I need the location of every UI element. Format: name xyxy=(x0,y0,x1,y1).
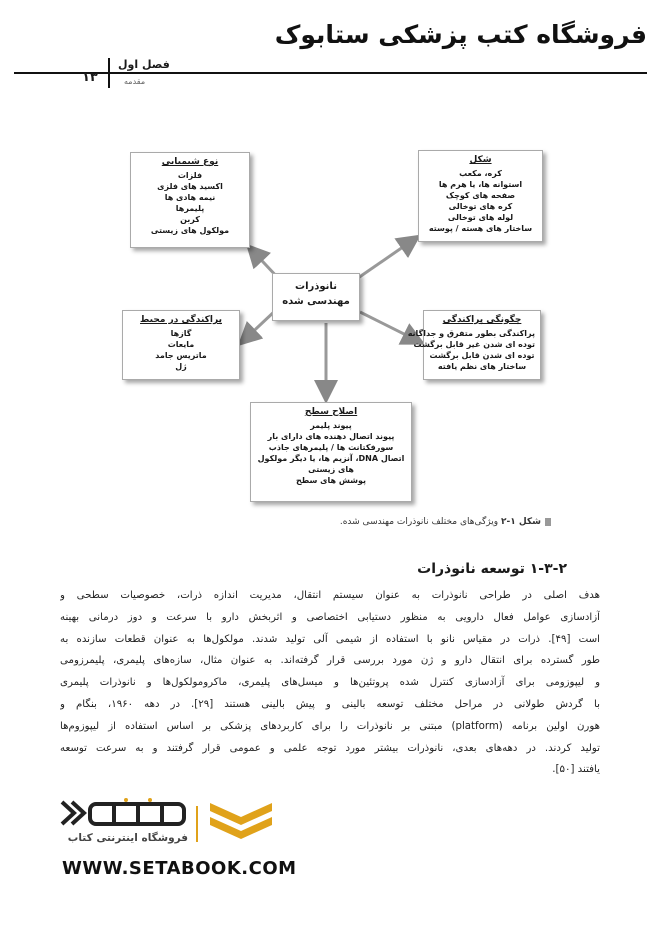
dispersion-box xyxy=(407,310,541,380)
surface-item: اتصال DNA، آنزیم ها، یا دیگر مولکول های زیستی xyxy=(257,454,405,474)
paragraph-line: آزادسازی عوامل فعال دارویی به منظور دستیابی اختصاصی و اثربخش دارو با سرعت و دوز درمانی بهینه xyxy=(60,611,600,623)
surface-item: پوشش های سطح xyxy=(295,476,367,485)
dispersion-item: توده ای شدن غیر قابل برگشت xyxy=(413,340,535,349)
setabook-wordmark-logo xyxy=(58,798,190,828)
environment-item: ماتریس جامد xyxy=(155,351,207,360)
dispersion-item: توده ای شدن قابل برگشت xyxy=(429,351,535,360)
environment-box xyxy=(122,310,240,380)
chemistry-item: مولکول های زیستی xyxy=(150,226,230,235)
environment-item: ژل xyxy=(175,362,187,371)
nanoparticle-figure xyxy=(100,130,560,510)
arrow-to-shape xyxy=(358,238,416,278)
surface-item: پیوند اتصال دهنده های دارای بار xyxy=(267,432,395,441)
logo-divider xyxy=(196,806,198,842)
chemistry-item: اکسید های فلزی xyxy=(157,182,223,191)
caption-label: شکل ۱-۲ xyxy=(500,517,541,527)
chemistry-box xyxy=(130,152,250,248)
environment-title: پراکندگی در محیط xyxy=(140,315,222,325)
center-box xyxy=(272,273,360,321)
surface-box xyxy=(250,402,412,502)
paragraph-line: یافتند [۵۰]. xyxy=(552,764,600,776)
paragraph-line: است [۴۹]. ذرات در مقیاس نانو با استفاده از شیمی آلی تولید شدند. مولکول‌ها به عنوان قطعات سازنده به xyxy=(60,633,600,645)
store-title: فروشگاه کتب پزشکی ستابوک xyxy=(274,20,647,49)
shape-item: کره های توخالی xyxy=(448,202,513,211)
chemistry-item: نیمه هادی ها xyxy=(164,193,216,202)
shape-item: کره، مکعب xyxy=(459,169,502,178)
surface-title: اصلاح سطح xyxy=(304,407,358,417)
environment-item: مایعات xyxy=(167,340,195,349)
section-heading: ۱-۳-۲ توسعه نانوذرات xyxy=(417,561,567,577)
chemistry-item: فلزات xyxy=(177,171,203,180)
body-paragraph xyxy=(60,585,600,781)
figure-caption xyxy=(340,517,551,527)
shape-item: صفحه های کوچک xyxy=(445,191,516,200)
paragraph-line: هورن اولین برنامه (platform) مبتنی بر نانوذرات را برای کاربردهای پزشکی بر اساس استفاده از لیپوزوم‌ها xyxy=(60,720,600,732)
shape-title: شکل xyxy=(469,155,492,165)
dispersion-title: چگونگی پراکندگی xyxy=(442,315,522,325)
setabook-chevron-logo xyxy=(204,797,278,845)
caption-text: ویژگی‌های مختلف نانوذرات مهندسی شده. xyxy=(339,517,499,527)
paragraph-line: و لیپوزومی برای آزادسازی کنترل شده پروتئین‌ها و میسل‌های پلیمری، ماکرومولکول‌ها و نانوذرات پلیمری xyxy=(60,677,600,689)
chemistry-item: پلیمرها xyxy=(175,204,205,213)
shape-item: ساختار های هسته / پوسته xyxy=(428,224,533,233)
paragraph-line: با گردش طولانی در مراحل مختلف توسعه بالینی و پیش بالینی هستند [۲۹]. در دهه ۱۹۶۰، بنگام و xyxy=(60,698,600,710)
environment-item: گازها xyxy=(170,329,192,338)
center-line-1: نانوذرات xyxy=(295,281,337,292)
paragraph-line: هدف اصلی در طراحی نانوذرات به عنوان سیستم انتقال، مدیریت اندازه ذرات، خصوصیات سطحی و xyxy=(60,590,600,601)
website-url: WWW.SETABOOK.COM xyxy=(62,858,297,879)
paragraph-line: تولید کردند. در دهه‌های بعدی، نانوذرات بیشتر مورد توجه علمی و عمومی قرار گرفتند و به سرعت توسعه xyxy=(60,742,600,754)
chemistry-item: کربن xyxy=(180,215,200,224)
shape-item: لوله های توخالی xyxy=(447,213,514,222)
dispersion-item: پراکندگی بطور متفرق و جداگانه xyxy=(407,329,535,338)
paragraph-line: طور گسترده برای انتقال دارو و ژن مورد بررسی قرار گرفته‌اند. به عنوان مثال، سازه‌های پلیمری، پلیمرزومی xyxy=(60,655,600,667)
arrow-to-environment xyxy=(242,310,276,342)
surface-item: سورفکتانت ها / پلیمرهای جاذب xyxy=(268,443,394,452)
chapter-title: فصل اول xyxy=(118,58,170,71)
chapter-marker xyxy=(108,58,110,88)
center-line-2: مهندسی شده xyxy=(282,296,350,307)
chapter-subtitle: مقدمه xyxy=(124,77,146,86)
caption-marker xyxy=(545,518,551,526)
logo-tagline: فروشگاه اینترنتی کتاب xyxy=(67,832,188,844)
page-number: ۱۳ xyxy=(82,70,98,85)
dispersion-item: ساختار های نظم یافته xyxy=(437,362,527,371)
chemistry-title: نوع شیمیایی xyxy=(161,157,219,167)
shape-item: استوانه ها، یا هرم ها xyxy=(438,180,523,189)
shape-box xyxy=(418,150,543,242)
surface-item: پیوند پلیمر xyxy=(310,421,352,430)
